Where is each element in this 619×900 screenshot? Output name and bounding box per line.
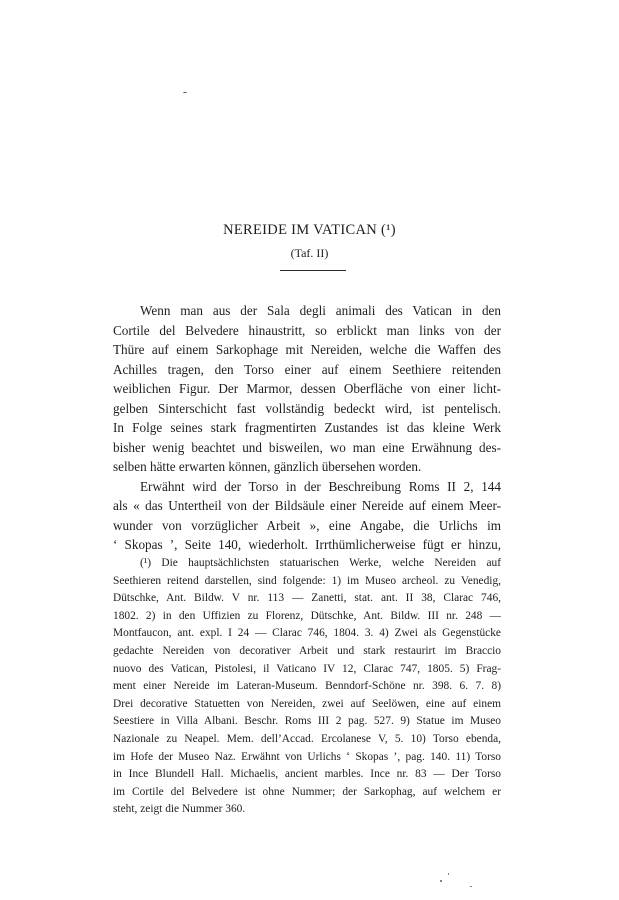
footnote-reference: (¹): [380, 222, 396, 238]
body-line: In Folge seines stark fragmentirten Zustandes ist das kleine Werk: [113, 420, 501, 435]
body-line: Wenn man aus der Sala degli animali des Vatican in den: [140, 303, 501, 318]
footnote-line: Seestiere in Villa Albani. Beschr. Roms III 2 pag. 527. 9) Statue im Museo: [113, 715, 501, 728]
body-line: ‘ Skopas ’, Seite 140, wiederholt. Irrthümlicherweise fügt er hinzu,: [113, 537, 501, 552]
body-line: Cortile del Belvedere hinaustritt, so erblickt man links von der: [113, 322, 501, 338]
body-line: selben hätte erwarten können, gänzlich übersehen worden.: [113, 459, 422, 474]
footnote-line: Dütschke, Ant. Bildw. V nr. 113 — Zanetti, stat. ant. II 38, Clarac 746,: [113, 592, 501, 605]
footnote-line: Drei decorative Statuetten von Nereiden, zwei auf Seelöwen, eine auf einem: [113, 697, 501, 710]
scan-speck: [183, 92, 187, 93]
footnote-line: gedachte Nereiden von decorativer Arbeit und stark restaurirt im Braccio: [113, 644, 501, 657]
body-line: Erwähnt wird der Torso in der Beschreibung Roms II 2, 144: [140, 478, 501, 494]
footnote-line: ment einer Nereide im Lateran-Museum. Benndorf-Schöne nr. 398. 6. 7. 8): [113, 680, 501, 693]
body-line: Achilles tragen, den Torso einer auf einem Seethiere reitenden: [113, 361, 501, 377]
scan-speck: [448, 873, 449, 875]
footnote-line: Montfaucon, ant. expl. I 24 — Clarac 746, 1804. 3. 4) Zwei als Gegenstücke: [113, 627, 501, 640]
title-divider: [280, 270, 346, 271]
body-line: Thüre auf einem Sarkophage mit Nereiden, welche die Waffen des: [113, 342, 501, 357]
footnote-line: nuovo des Vatican, Pistolesi, il Vaticano IV 12, Clarac 747, 1805. 5) Frag-: [113, 662, 501, 675]
body-line: weiblichen Figur. Der Marmor, dessen Oberfläche von einer licht-: [113, 381, 501, 396]
scan-speck: [470, 886, 472, 887]
footnote-line: Seethieren reitend darstellen, sind folgende: 1) im Museo archeol. zu Venedig,: [113, 574, 501, 587]
body-line: wunder von vorzüglicher Arbeit », eine Angabe, die Urlichs im: [113, 517, 501, 533]
article-title: [0, 222, 619, 239]
footnote-line: 1802. 2) in den Uffizien zu Florenz, Dütschke, Ant. Bildw. III nr. 248 —: [113, 609, 501, 622]
plate-reference: (Taf. II): [290, 246, 329, 260]
footnote-line: im Hofe der Museo Naz. Erwähnt von Urlichs ‘ Skopas ’, pag. 140. 11) Torso: [113, 750, 501, 763]
footnote: [113, 555, 501, 819]
footnote-line: steht, zeigt die Nummer 360.: [113, 803, 246, 816]
article-title-text: NEREIDE IM VATICAN: [223, 222, 378, 238]
body-line: gelben Sinterschicht fast vollständig bedeckt wird, ist pentelisch.: [113, 400, 501, 416]
body-line: als « das Untertheil von der Bildsäule einer Nereide auf einem Meer-: [113, 498, 501, 513]
body-line: bisher wenig beachtet und bisweilen, wo man eine Erwähnung des-: [113, 439, 501, 455]
footnote-line: in Ince Blundell Hall. Michaelis, ancient marbles. Ince nr. 83 — Der Torso: [113, 768, 501, 781]
scan-speck: [440, 880, 442, 882]
body-text: [113, 301, 501, 555]
footnote-line: im Cortile del Belvedere ist ohne Nummer; der Sarkophag, auf welchem er: [113, 785, 501, 798]
footnote-line: Nazionale zu Neapel. Mem. dell’Accad. Ercolanese V, 5. 10) Torso ebenda,: [113, 732, 501, 745]
footnote-line: (¹) Die hauptsächlichsten statuarischen Werke, welche Nereiden auf: [140, 557, 501, 569]
